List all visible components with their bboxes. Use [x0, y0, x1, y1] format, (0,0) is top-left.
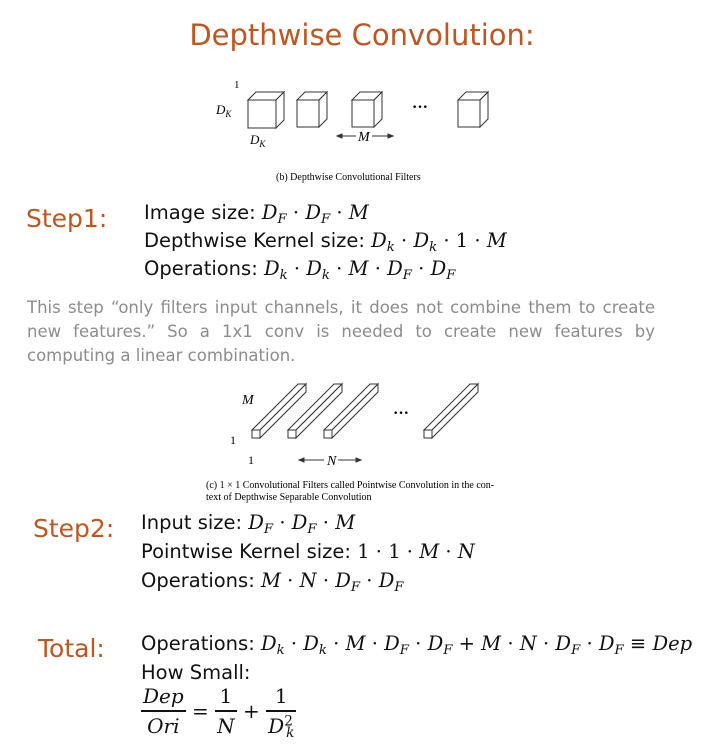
- ratio-formula: $\frac{\text{Dep}}{\text{Ori}}$ = $\frac{1}{N}$ + $\frac{1}{D^2_k}$: [143, 684, 295, 742]
- step1-image-size: Image size: $D_F \cdot D_F \cdot M$: [144, 201, 369, 228]
- filters-ellipsis: ···: [412, 99, 429, 116]
- pointwise-filters-figure: [190, 378, 520, 506]
- step2-input-size: Input size: $D_F \cdot D_F \cdot M$: [141, 511, 356, 538]
- how-small-label: How Small:: [141, 661, 251, 684]
- step1-kernel-size: Depthwise Kernel size: $D_k \cdot D_k \cdot 1 \cdot M$: [144, 229, 507, 256]
- ratio-numerator: Dep: [141, 684, 186, 712]
- step2-operations: Operations: $M \cdot N \cdot D_F \cdot D_F$: [141, 569, 404, 596]
- dk-bottom-label: $D_K$: [250, 132, 266, 149]
- ratio-denominator: Ori: [147, 714, 180, 738]
- n-label: N: [327, 454, 337, 469]
- step2-kernel-size: Pointwise Kernel size: 1 · 1 · M · N: [141, 540, 475, 563]
- figure-c-caption-line2: text of Depthwise Separable Convolution: [206, 492, 372, 503]
- m-depth-label: M: [242, 393, 254, 408]
- explanation-paragraph: This step “only filters input channels, it does not combine them to create new features.” So a 1x1 conv is needed to create new features by computing a linear combination.: [27, 298, 655, 365]
- figure-c-caption-line1: (c) 1 × 1 Convolutional Filters called Pointwise Convolution in the con-: [206, 480, 495, 491]
- step2-label: Step2:: [33, 514, 115, 543]
- step1-operations: Operations: $D_k \cdot D_k \cdot M \cdot D_F \cdot D_F$: [144, 257, 456, 284]
- one-left-label: 1: [230, 433, 236, 447]
- figure-b-caption: (b) Depthwise Convolutional Filters: [276, 172, 421, 183]
- pointwise-ellipsis: ···: [393, 405, 410, 422]
- one-bottom-label: 1: [248, 453, 254, 467]
- step1-label: Step1:: [26, 204, 108, 233]
- total-label: Total:: [38, 634, 105, 663]
- dk-left-label: $D_K$: [216, 102, 232, 119]
- slide-title: Depthwise Convolution:: [189, 18, 535, 52]
- m-label: M: [358, 130, 370, 145]
- total-operations: Operations: $D_k \cdot D_k \cdot M \cdot D_F \cdot D_F + M \cdot N \cdot D_F \cdot D_F$ ≡ Dep: [141, 632, 693, 659]
- depthwise-filters-figure: [200, 72, 520, 187]
- depth-one-label: 1: [234, 79, 240, 91]
